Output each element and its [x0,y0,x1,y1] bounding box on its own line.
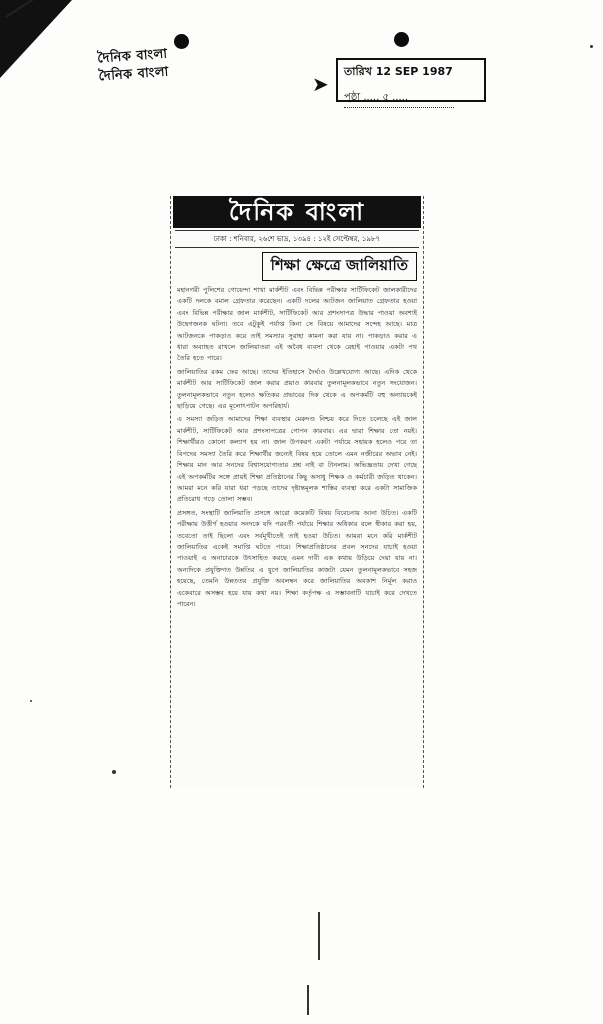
annotation-line-1: দৈনিক বাংলা [96,46,169,67]
scan-speck [112,770,116,774]
paragraph: এ সমস্যা জড়িত আমাদের শিক্ষা ব্যবস্থার মেরুদণ্ড নিশ্চয় করে দিতে চলেছে এই জাল মার্কশীট, সার্টিফিকেট আর প্রশংসাপত্রের গোপন কারবার। এর দ্বারা শিক্ষার তো নয়ই। শিক্ষার্থীরও কোনো কল্যাণ হয় না। জাল উপকরণ একটা পর্যায়ে সহায়ক হলেও পরে তা বিপদের সমস্যা তৈরি করে শিক্ষার্থীর জন্যেই বিষয় হয়ে তোলে এমন নজীরের অভাব নেই। শিক্ষার মান আর সনদের বিশ্বাসযোগ্যতার প্রশ্ন নাই বা টানলাম। অভিজ্ঞতায় দেখা গেছে এই অপকর্মটির সঙ্গে প্রায়ই শিক্ষা প্রতিষ্ঠানের কিছু অসাধু শিক্ষক ও কর্মচারী জড়িত থাকেন। আমরা মনে করি যারা ধরা পড়ছে তাদের দৃষ্টান্তমূলক শাস্তির ব্যবস্থা করে একটা সামাজিক প্রতিরোধ গড়ে তোলা সম্ভব। [177,415,417,504]
handwritten-annotation [97,46,170,87]
date-stamp [336,58,486,102]
paragraph: প্রসঙ্গত, সংস্থাটি জালিয়াতি প্রসঙ্গে আরো কয়েকটি বিষয় বিবেচনায় আনা উচিত। একটি পরীক্ষায় উত্তীর্ণ হওয়ার সনদকে যদি পরবর্তী পর্যায়ে শিক্ষার অধিকার বলে স্বীকার করা হয়, তবেতো তাই ছিলো এবং সর্বমূখীতেই তাই হওয়া উচিত। আমরা মনে করি মার্কশীট জালিয়াতির একেই সমাপ্তি ঘটতে পারে। শিক্ষাপ্রতিষ্ঠানের প্রবল সনদের যাচাই হওয়া পাওয়াই এ অনাচারকে উৎসাহিত করছে এমন দাবী এক কথায় উড়িয়ে দেয়া যায় না। অন্যদিকে প্রযুক্তিগত উন্নতির এ যুগে জালিয়াতির কাজটা যেমন তুলনামূলকভাবে সহজ হয়েছে, তেমনি উন্নততর প্রযুক্তি অবলম্বন করে জালিয়াতির অবকাশ নির্মূল করাও একেবারে অসম্ভব হয়ে যায় কথা নয়। শিক্ষা কর্তৃপক্ষ এ সম্ভাবনাটি যাচাই করে দেখতে পারেন। [177,508,417,608]
stamp-arrow-icon: ➤ [312,72,329,96]
scan-speck [590,45,593,48]
punch-hole-right [394,32,409,47]
binding-mark [318,912,320,960]
stamp-page: পৃষ্ঠা ..... ৫ ..... [344,90,454,108]
punch-hole-left [174,34,189,49]
annotation-line-2: দৈনিক বাংলা [98,64,170,85]
masthead: দৈনিক বাংলা [173,196,421,228]
paragraph: মহানগরী পুলিশের গোয়েন্দা শাখা মার্কশীট এবং বিভিন্ন পরীক্ষার সার্টিফিকেট জালকারীদের একটি দলকে বমাল গ্রেফতার করেছেন। একটি দলের আটজন জালিয়াত গ্রেফতার হওয়া এবং বিভিন্ন পরীক্ষার জাল মার্কশীট, সার্টিফিকেট আর প্রশংসাপত্র উদ্ধার পাওয়া অবশ্যই উদ্বেগজনক ঘটনা। তবে এটুকুই পর্যাপ্ত কিনা সে বিষয়ে আমাদের সন্দেহ আছে। মাত্র আটজনকে পাকড়াও করে তাই সমস্যার সুরাহা কামনা করা যায় না। পাকড়াও করার এ ধারা অব্যাহত রাখলে জালিয়াতরা এই অবৈধ ব্যবসা থেকে রেহাই পাওয়ার একটা পথ তৈরি হতে পারে। [177,286,417,363]
stamp-date: তারিখ 12 SEP 1987 [344,65,453,78]
paragraph: জালিয়াতির রকম ফের আছে। তাদের ইতিহাসে দৈর্ঘ্যও উল্লেখযোগ্য আছে। এদিক থেকে মার্কশীট আর সার্টিফিকেট জাল করার প্রয়াও কারবার তুলনামূলকভাবে নতুন সংযোজন। তুলনামূলকভাবে নতুন হলেও ক্ষতিকর প্রভাবের দিক থেকে এ অপকর্মটি বহু অন্যায়কেই ছাড়িয়ে গেছে। এর মূলোৎপাটন অপরিহার্য। [177,367,417,411]
dateline: ঢাকা : শনিবার, ২৬শে ভাদ্র, ১৩৯৪ : ১২ই সেপ্টেম্বর, ১৯৮৭ [175,230,419,248]
article-body [171,285,423,610]
binding-mark [307,985,309,1015]
headline: শিক্ষা ক্ষেত্রে জালিয়াতি [262,252,417,281]
newspaper-clipping [170,196,424,788]
scan-speck [30,700,32,702]
